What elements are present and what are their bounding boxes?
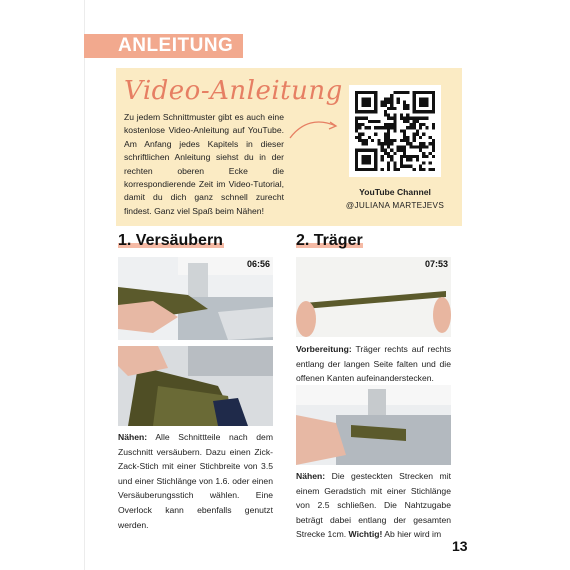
page-number: 13	[452, 538, 468, 554]
youtube-handle[interactable]: @JULIANA MARTEJEVS	[345, 201, 445, 210]
section-1-paragraph	[118, 430, 273, 532]
section-1-timestamp: 06:56	[247, 259, 271, 269]
photo-strap	[296, 257, 451, 337]
section-2-sew-text: Die gesteckten Strecken mit einem Geradstich mit einer Stichlänge von 2.5 schließen. Die Nahtzugabe beträgt dabei entlang der gesamten Strecke 1cm.	[296, 471, 451, 540]
photo-sewing-strap	[296, 385, 451, 465]
youtube-channel-label: YouTube Channel	[359, 187, 431, 197]
video-info-text: Zu jedem Schnittmuster gibt es auch eine kostenlose Video-Anleitung auf YouTube. Am Anfang jedes Kapitels in dieser schriftlichen Anleitung siehst du in der rechten oberen Ecke die korrespondierende Zeit im Video-Tutorial, damit du dich ganz schnell zurecht findest. Ganz viel Spaß beim Nähen!	[124, 112, 284, 216]
video-guide-heading: Video-Anleitung	[124, 76, 343, 106]
arrow-icon	[288, 114, 340, 144]
photo-serging	[118, 257, 273, 340]
section-2-prep-paragraph	[296, 342, 451, 386]
section-1-title: 1. Versäubern	[118, 232, 223, 249]
section-2-prep-text: Träger rechts auf rechts entlang der langen Seite falten und die offenen Kanten aufeinanderstecken.	[296, 344, 452, 384]
section-1-text: Alle Schnittteile nach dem Zuschnitt versäubern. Dazu einen Zick-Zack-Stich mit einer Stichbreite von 3.5 und einer Stichlänge von 1.6. oder einen Versäuberungsstich wählen. Eine Overlock kann ebenfalls genutzt werden.	[118, 432, 273, 530]
photo-stitch-closeup	[118, 346, 273, 426]
section-1-label: Nähen:	[118, 432, 148, 442]
section-2-sew-label: Nähen:	[296, 471, 326, 481]
qr-code-icon[interactable]	[355, 91, 435, 171]
page-edge	[84, 0, 85, 570]
page-title: ANLEITUNG	[118, 35, 234, 56]
section-2-timestamp: 07:53	[425, 259, 449, 269]
section-2-sew-paragraph	[296, 469, 451, 542]
section-2-prep-label: Vorbereitung:	[296, 344, 352, 354]
section-2-title: 2. Träger	[296, 232, 363, 249]
section-2-sew-tail: Ab hier wird im	[384, 529, 442, 540]
section-2-important-label: Wichtig!	[348, 529, 383, 540]
